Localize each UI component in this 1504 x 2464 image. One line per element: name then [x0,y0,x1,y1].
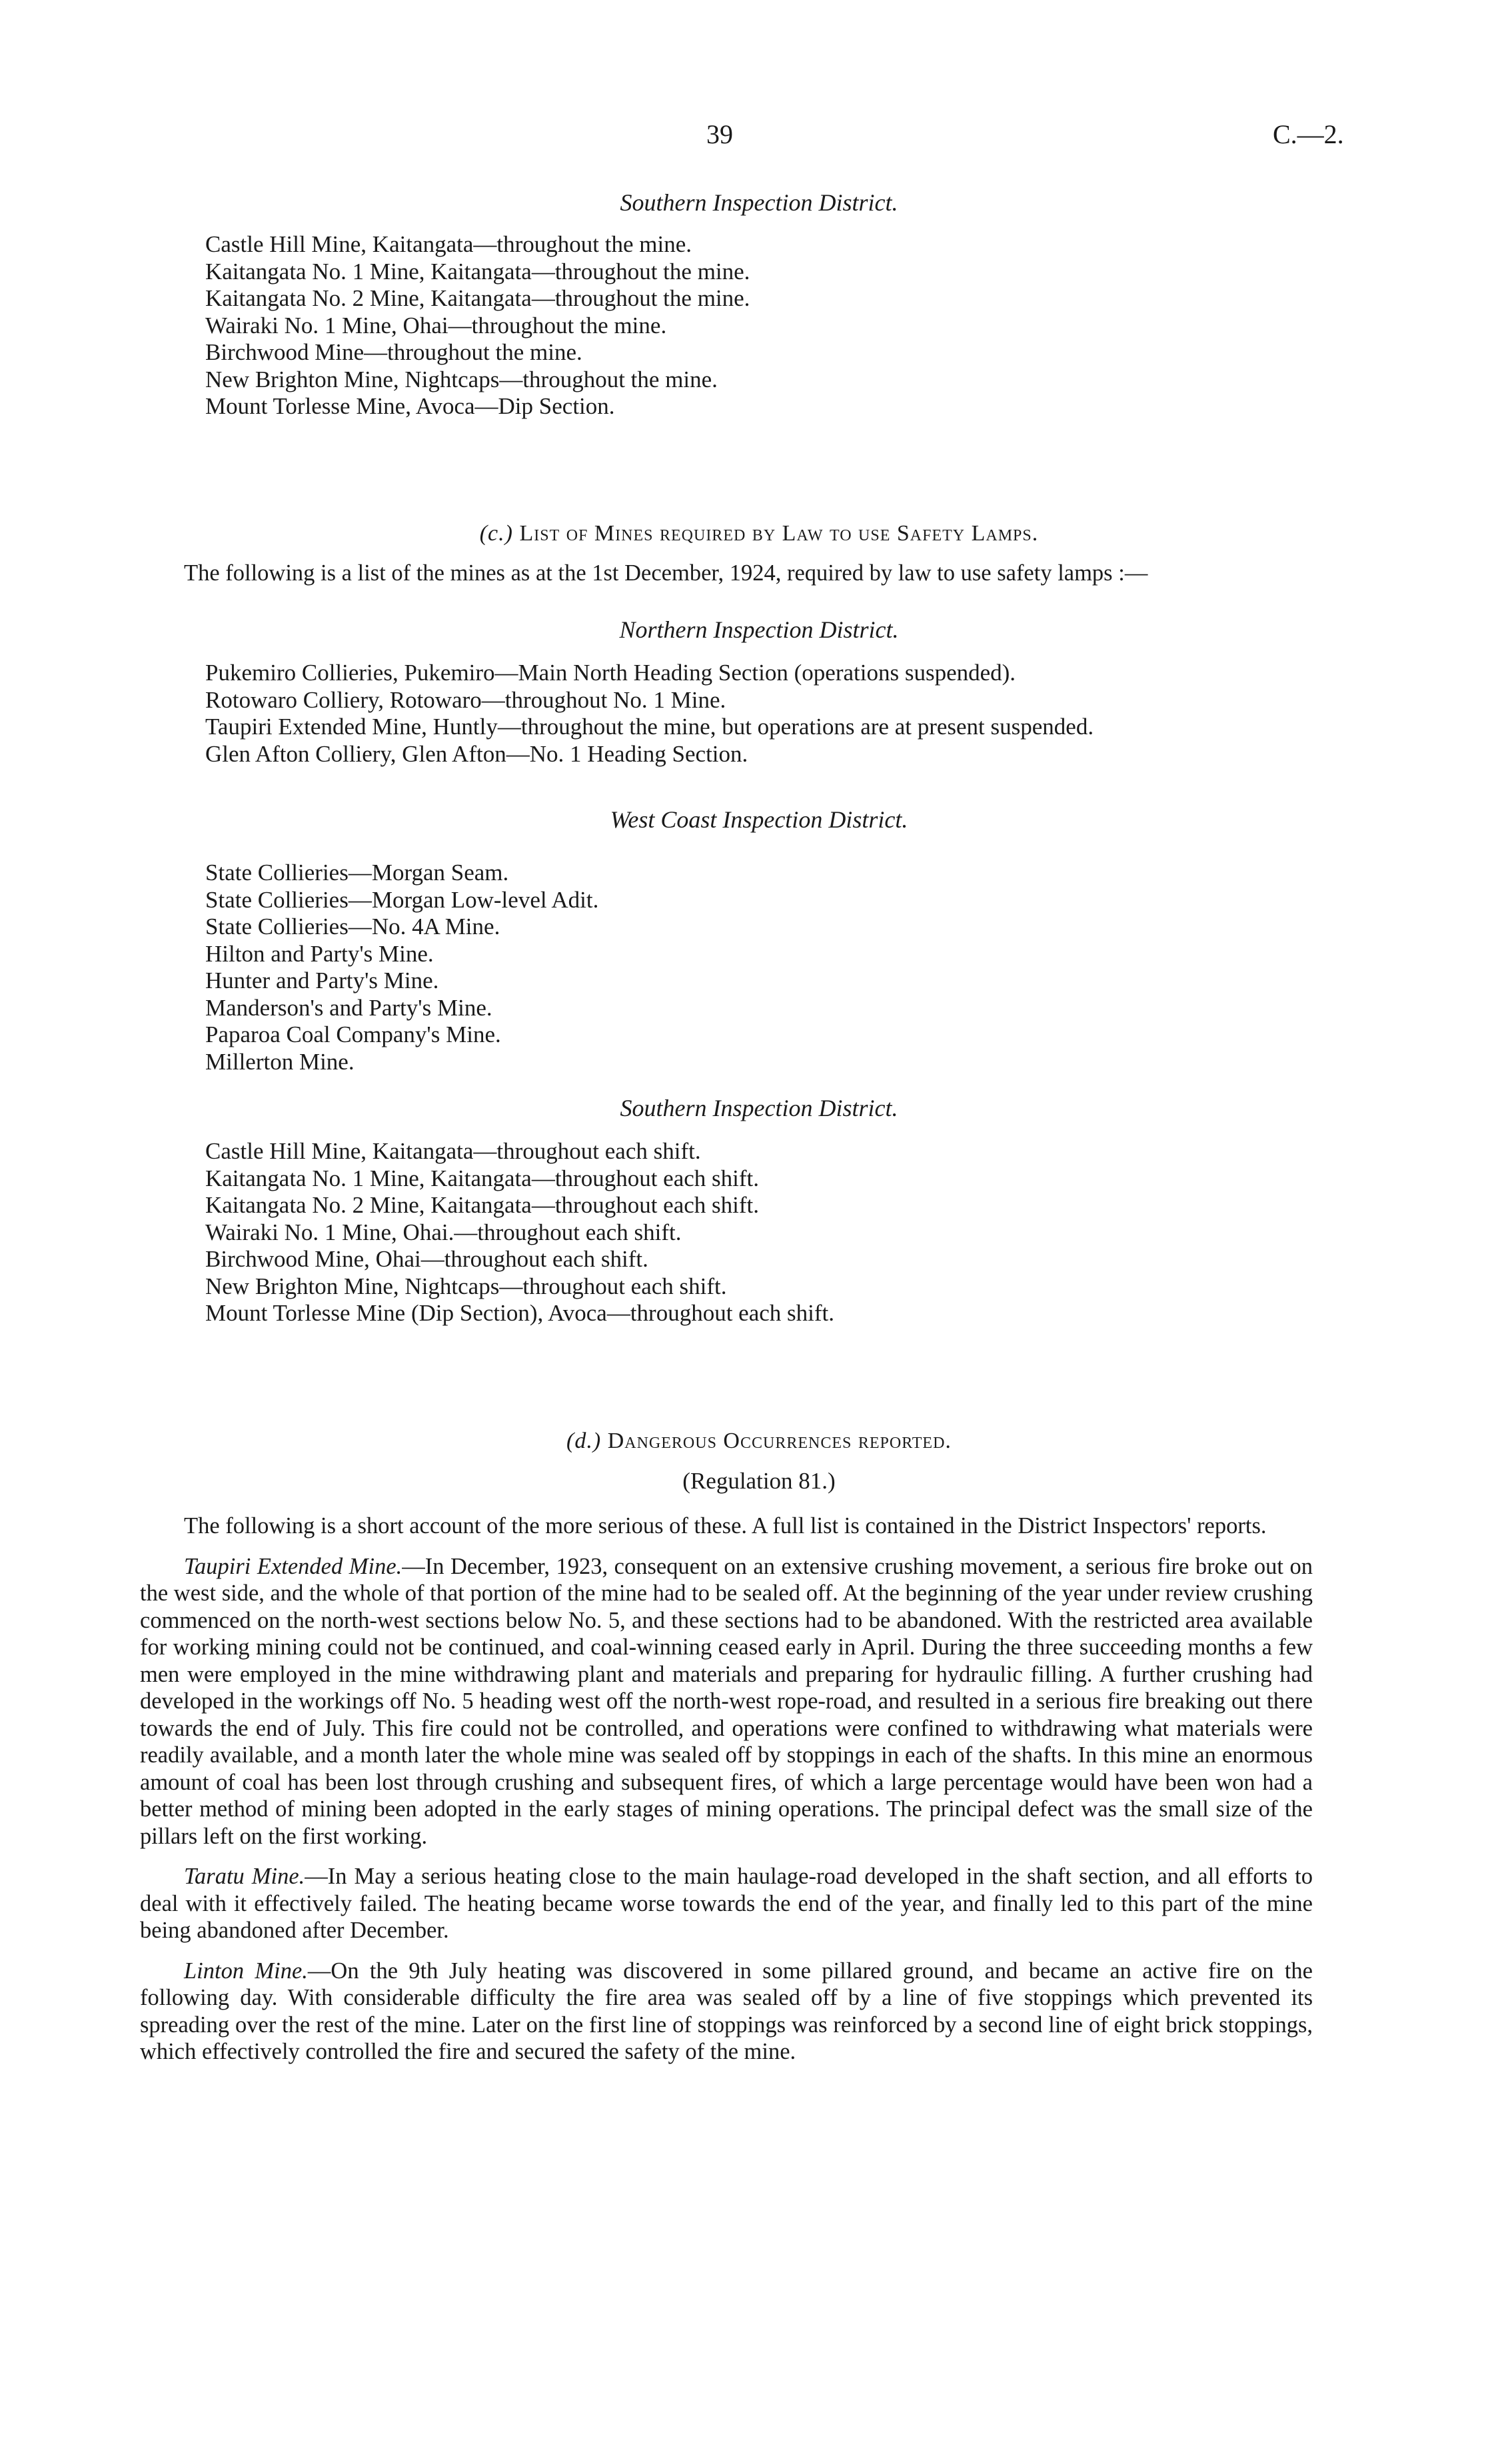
northern-mine-list [205,660,1313,768]
paragraph-taratu [140,1863,1313,1944]
list-item: Mount Torlesse Mine (Dip Section), Avoca—throughout each shift. [205,1300,835,1326]
paragraph-taupiri-text: —In December, 1923, consequent on an extensive crushing movement, a serious fire broke out on the west side, and the whole of that portion of the mine had to be sealed off. At the beginning of the year under review crushing commenced on the north-west sections below No. 5, and these sections had to be abandoned. With the restricted area available for working mining could not be continued, and coal-winning ceased early in April. During the three succeeding months a few men were employed in the mine withdrawing plant and materials and preparing for hydraulic filling. A further crushing had developed in the workings off No. 5 heading west off the north-west rope-road, and resulted in a serious fire breaking out there towards the end of July. This fire could not be controlled, and operations were confined to withdrawing what materials were readily available, and a month later the whole mine was sealed off by stoppings in each of the shafts. In this mine an enormous amount of coal has been lost through crushing and subsequent fires, of which a large percentage would have been won had a better method of mining been adopted in the early stages of mining operations. The principal defect was the small size of the pillars left on the first working. [140,1553,1313,1849]
list-item: Pukemiro Collieries, Pukemiro—Main North Heading Section (operations suspended). [205,660,1016,686]
list-item: Kaitangata No. 2 Mine, Kaitangata—throughout the mine. [205,285,750,311]
southern-mine-list-continued [205,231,1313,420]
list-item: Mount Torlesse Mine, Avoca—Dip Section. [205,393,615,419]
list-item: Birchwood Mine—throughout the mine. [205,339,582,365]
paragraph-taupiri [140,1553,1313,1850]
list-item: Taupiri Extended Mine, Huntly—throughout the mine, but operations are at present suspended. [205,714,1094,740]
runin-taupiri: Taupiri Extended Mine. [184,1553,402,1579]
paragraph-linton-text: —On the 9th July heating was discovered in some pillared ground, and became an active fire on the following day. With considerable difficulty the fire area was sealed off by a line of five stoppings which prevented its spreading over the rest of the mine. Later on the first line of stoppings was reinforced by a second line of eight brick stoppings, which effectively controlled the fire and secured the safety of the mine. [140,1958,1313,2064]
section-c-intro-wrap [184,560,1313,587]
section-d-regulation: (Regulation 81.) [682,1468,836,1494]
section-c-label: (c.) [479,521,513,546]
section-c-intro: The following is a list of the mines as at the 1st December, 1924, required by law to use safety lamps :— [184,560,1148,586]
list-item: Castle Hill Mine, Kaitangata—throughout the mine. [205,231,692,257]
list-item: Birchwood Mine, Ohai—throughout each shift. [205,1246,648,1272]
list-item: State Collieries—Morgan Seam. [205,860,509,886]
paragraph-taratu-text: —In May a serious heating close to the main haulage-road developed in the shaft section, and all efforts to deal with it effectively failed. The heating became worse towards the end of the year, and finally led to this part of the mine being abandoned after December. [140,1864,1313,1943]
district-title-southern-continued: Southern Inspection District. [620,189,898,216]
southern-mine-list [205,1138,1313,1327]
list-item: Wairaki No. 1 Mine, Ohai—throughout the mine. [205,312,667,338]
list-item: New Brighton Mine, Nightcaps—throughout the mine. [205,366,718,392]
district-title-northern: Northern Inspection District. [619,616,899,643]
list-item: Glen Afton Colliery, Glen Afton—No. 1 Heading Section. [205,740,748,767]
list-item: Kaitangata No. 2 Mine, Kaitangata—throughout each shift. [205,1192,760,1218]
list-item: Paparoa Coal Company's Mine. [205,1021,501,1047]
section-d-body [140,1513,1313,2066]
list-item: New Brighton Mine, Nightcaps—throughout each shift. [205,1273,727,1299]
list-item: Castle Hill Mine, Kaitangata—throughout each shift. [205,1138,701,1164]
list-item: Millerton Mine. [205,1048,355,1075]
district-title-west-coast: West Coast Inspection District. [610,806,908,833]
section-d-title: Dangerous Occurrences reported. [607,1429,952,1453]
list-item: Manderson's and Party's Mine. [205,994,492,1021]
page-number: 39 [706,119,733,149]
document-reference: C.—2. [1273,119,1344,149]
runin-taratu: Taratu Mine. [184,1864,305,1889]
list-item: Rotowaro Colliery, Rotowaro—throughout No. 1 Mine. [205,686,726,713]
district-title-southern: Southern Inspection District. [620,1095,898,1121]
section-c-heading [205,520,1313,548]
list-item: Hilton and Party's Mine. [205,940,434,967]
list-item: State Collieries—Morgan Low-level Adit. [205,886,599,913]
paragraph-linton [140,1958,1313,2066]
runin-linton: Linton Mine. [184,1958,308,1984]
list-item: Kaitangata No. 1 Mine, Kaitangata—throughout the mine. [205,258,750,285]
section-d-intro: The following is a short account of the more serious of these. A full list is contained in the District Inspectors' reports. [184,1513,1267,1539]
list-item: Wairaki No. 1 Mine, Ohai.—throughout each shift. [205,1219,682,1245]
west-coast-mine-list [205,860,1313,1075]
list-item: Hunter and Party's Mine. [205,967,439,993]
list-item: State Collieries—No. 4A Mine. [205,914,500,939]
section-d-heading [205,1427,1313,1455]
section-c-title: List of Mines required by Law to use Safety Lamps. [519,521,1039,546]
list-item: Kaitangata No. 1 Mine, Kaitangata—throughout each shift. [205,1165,760,1191]
section-d-label: (d.) [566,1429,602,1453]
